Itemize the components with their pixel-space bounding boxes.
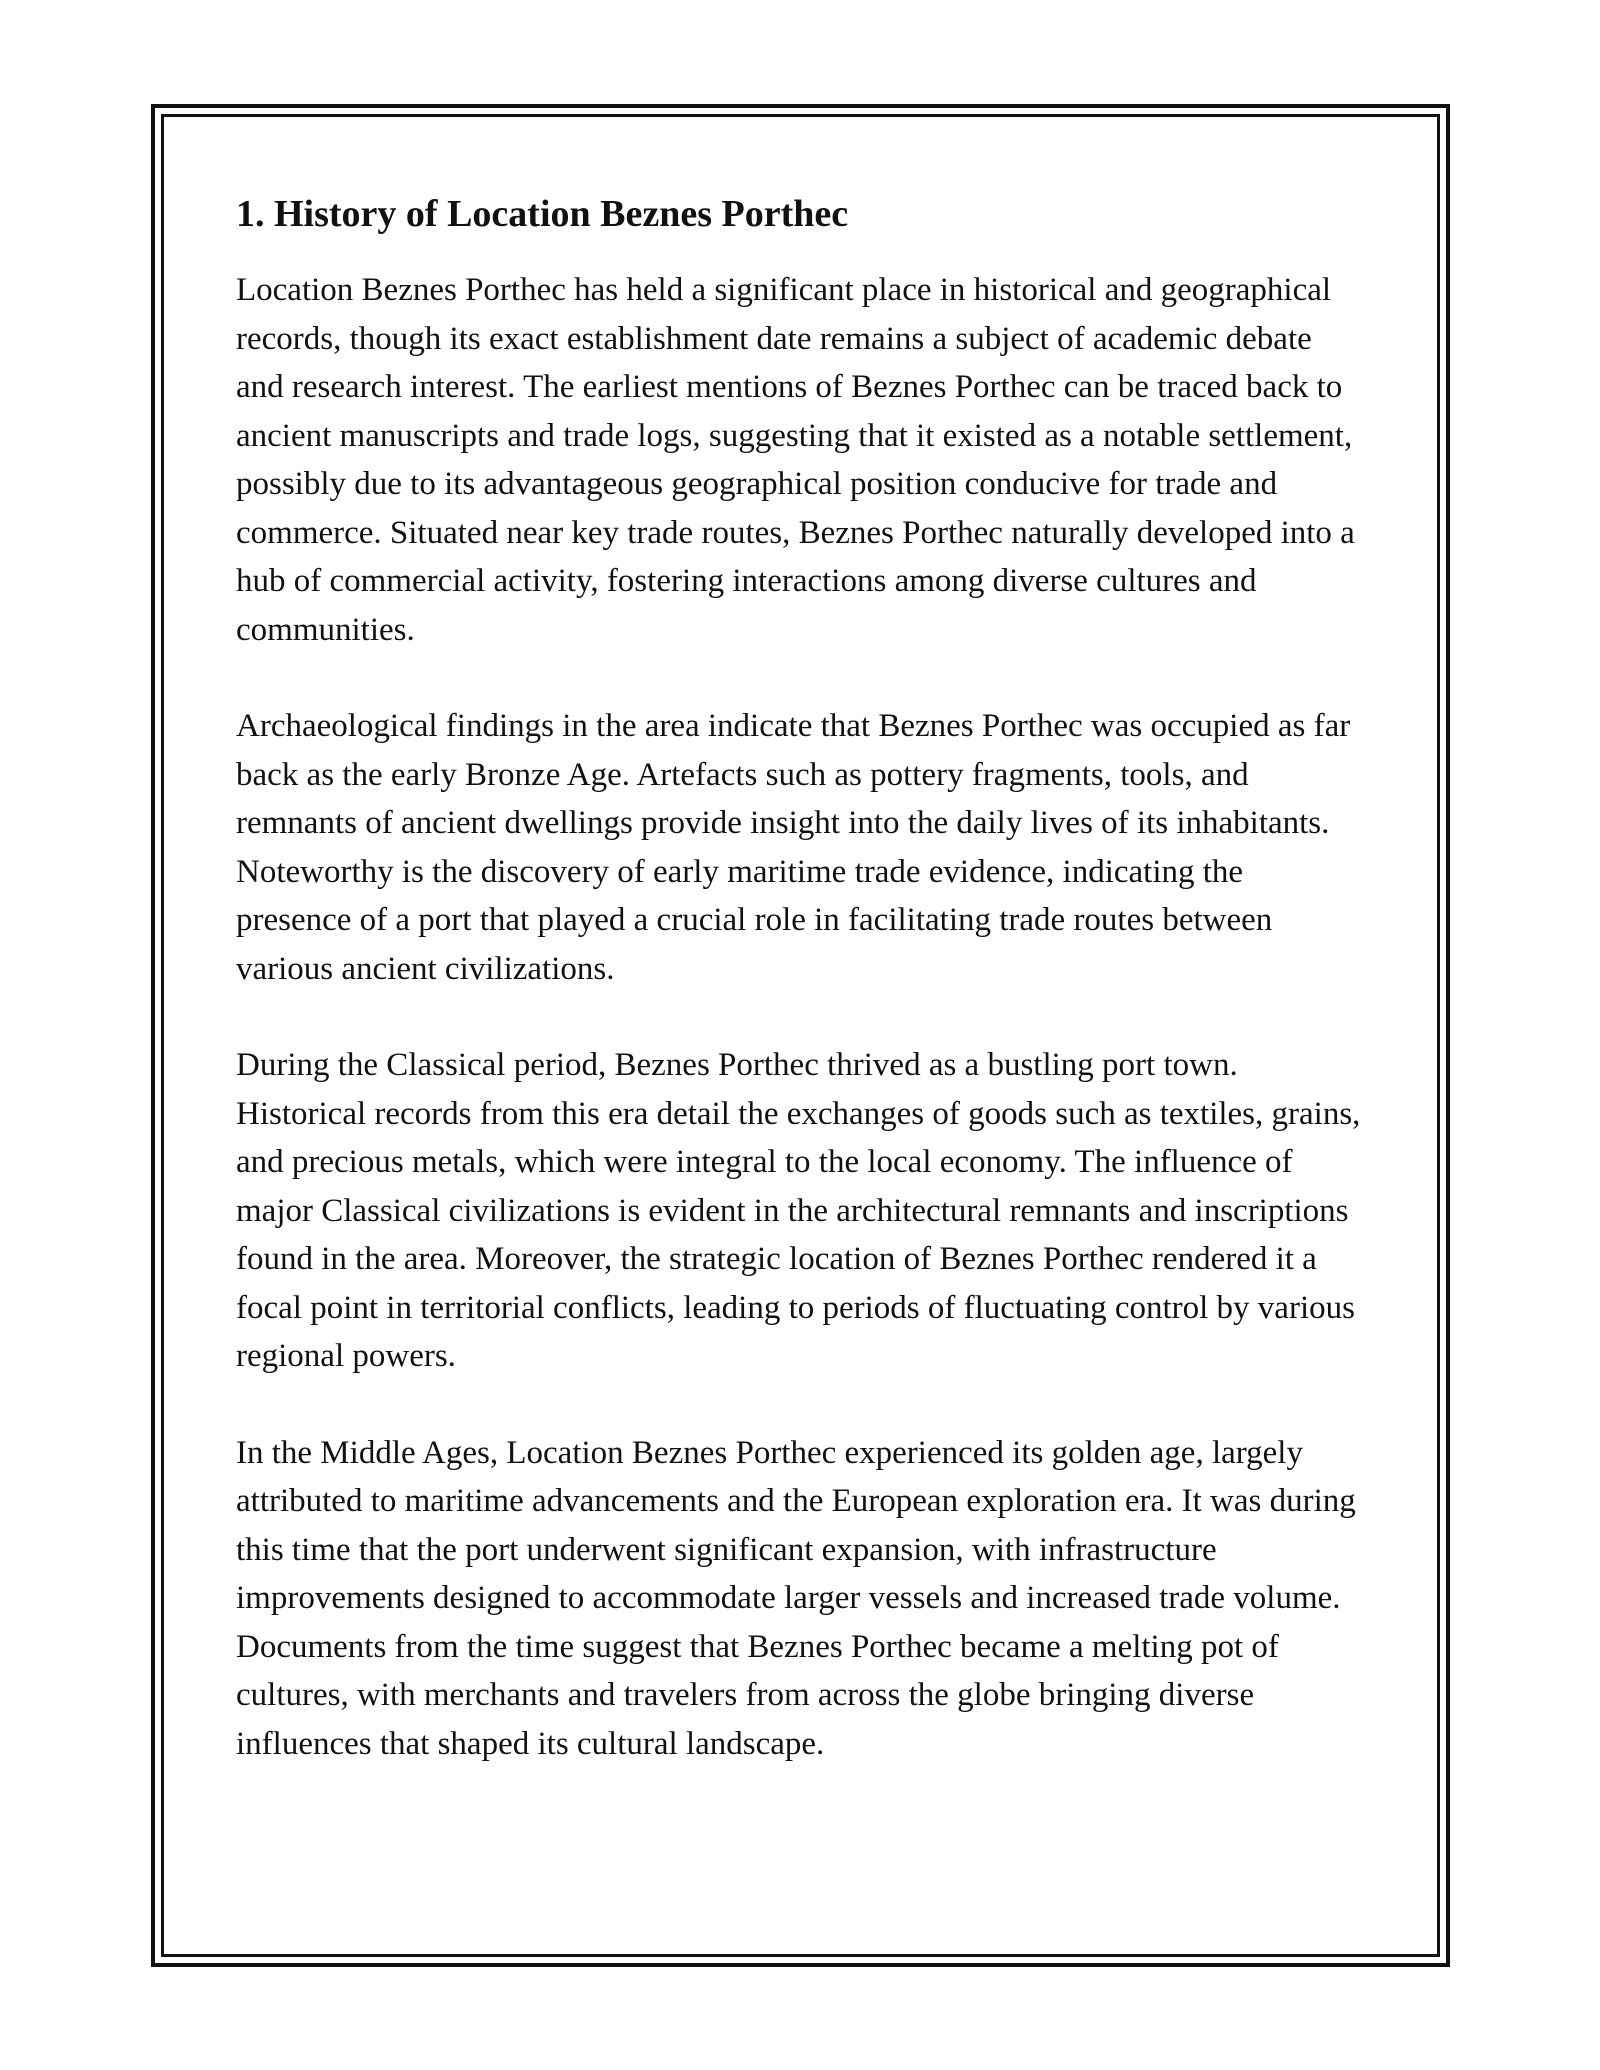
section-heading: 1. History of Location Beznes Porthec [236, 193, 849, 235]
paragraph-2: Archaeological findings in the area indicate that Beznes Porthec was occupied as far back as the early Bronze Age. Artefacts such as pottery fragments, tools, and remnants of ancient dwellings provide insight into the daily lives of its inhabitants. Noteworthy is the discovery of early maritime trade evidence, indicating the presence of a port that played a crucial role in facilitating trade routes between various ancient civilizations. [236, 708, 1351, 987]
document-content [236, 186, 1366, 1816]
paragraph-3: During the Classical period, Beznes Porthec thrived as a bustling port town. Historical records from this era detail the exchanges of goods such as textiles, grains, and precious metals, which were integral to the local economy. The influence of major Classical civilizations is evident in the architectural remnants and inscriptions found in the area. Moreover, the strategic location of Beznes Porthec rendered it a focal point in territorial conflicts, leading to periods of fluctuating control by various regional powers. [236, 1047, 1361, 1374]
paragraph-4: In the Middle Ages, Location Beznes Porthec experienced its golden age, largely attributed to maritime advancements and the European exploration era. It was during this time that the port underwent significant expansion, with infrastructure improvements designed to accommodate larger vessels and increased trade volume. Documents from the time suggest that Beznes Porthec became a melting pot of cultures, with merchants and travelers from across the globe bringing diverse influences that shaped its cultural landscape. [236, 1434, 1356, 1762]
paragraph-1: Location Beznes Porthec has held a significant place in historical and geographical records, though its exact establishment date remains a subject of academic debate and research interest. The earliest mentions of Beznes Porthec can be traced back to ancient manuscripts and trade logs, suggesting that it existed as a notable settlement, possibly due to its advantageous geographical position conducive for trade and commerce. Situated near key trade routes, Beznes Porthec naturally developed into a hub of commercial activity, fostering interactions among diverse cultures and communities. [236, 272, 1355, 648]
